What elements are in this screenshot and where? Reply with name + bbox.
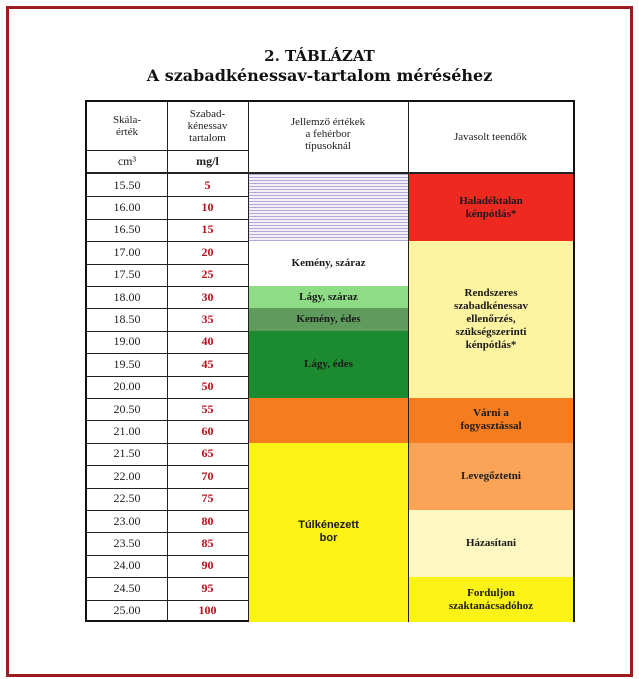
scale-value-cell: 18.50	[113, 312, 141, 327]
wine-type-segment: Kemény, száraz	[249, 241, 408, 286]
scale-value-cell: 23.50	[113, 536, 141, 551]
header-scale-value: Skála- érték	[112, 114, 142, 138]
header-free-so2-unit: mg/l	[196, 154, 219, 168]
wine-type-segment: Túlkénezett bor	[249, 443, 408, 622]
column-divider	[248, 102, 249, 620]
scale-value-cell: 20.50	[113, 401, 141, 416]
free-so2-cell: 80	[201, 513, 214, 528]
free-so2-cell: 95	[201, 580, 214, 595]
free-so2-cell: 15	[201, 222, 214, 237]
wine-type-segment: Kemény, édes	[249, 308, 408, 330]
wine-type-segment: Lágy, édes	[249, 331, 408, 398]
scale-value-cell: 24.00	[113, 558, 141, 573]
free-so2-cell: 85	[201, 536, 214, 551]
free-so2-cell: 30	[201, 289, 214, 304]
free-so2-cell: 45	[201, 356, 214, 371]
free-so2-cell: 60	[201, 424, 214, 439]
scale-value-cell: 21.50	[113, 446, 141, 461]
scale-value-cell: 19.50	[113, 356, 141, 371]
header-free-so2-content: Szabad- kénessav tartalom	[187, 108, 228, 144]
free-so2-cell: 70	[201, 468, 214, 483]
table-title: A szabadkénessav-tartalom méréséhez	[146, 66, 493, 85]
column-divider	[408, 102, 409, 620]
action-segment: Rendszeres szabadkénessav ellenőrzés, szükségszerinti kénpótlás*	[409, 241, 573, 398]
action-segment: Várni a fogyasztással	[409, 398, 573, 443]
scale-value-cell: 22.00	[113, 468, 141, 483]
free-so2-cell: 40	[201, 334, 214, 349]
wine-type-segment: Lágy, száraz	[249, 286, 408, 308]
free-so2-cell: 25	[201, 267, 214, 282]
free-so2-cell: 20	[201, 244, 214, 259]
scale-value-cell: 17.50	[113, 267, 141, 282]
scale-value-cell: 23.00	[113, 513, 141, 528]
free-so2-cell: 55	[201, 401, 214, 416]
scale-value-cell: 22.50	[113, 491, 141, 506]
scale-value-cell: 21.00	[113, 424, 141, 439]
scale-value-cell: 20.00	[113, 379, 141, 394]
free-so2-cell: 35	[201, 312, 214, 327]
wine-type-segment	[249, 398, 408, 443]
wine-type-segment	[249, 174, 408, 241]
action-segment: Forduljon szaktanácsadóhoz	[409, 577, 573, 622]
column-divider	[167, 102, 168, 620]
action-segment: Haladéktalan kénpótlás*	[409, 174, 573, 241]
action-segment: Levegőztetni	[409, 443, 573, 510]
header-recommended-actions: Javasolt teendők	[453, 131, 527, 143]
scale-value-cell: 15.50	[113, 177, 141, 192]
scale-value-cell: 24.50	[113, 580, 141, 595]
scale-value-cell: 16.50	[113, 222, 141, 237]
free-so2-cell: 100	[198, 603, 217, 618]
scale-value-cell: 17.00	[113, 244, 141, 259]
action-segment: Házasítani	[409, 510, 573, 577]
header-wine-type-values: Jellemző értékek a fehérbor típusoknál	[290, 116, 366, 152]
scale-value-cell: 19.00	[113, 334, 141, 349]
scale-value-cell: 18.00	[113, 289, 141, 304]
header-scale-unit: cm³	[117, 154, 137, 168]
free-so2-cell: 50	[201, 379, 214, 394]
sulfur-dioxide-table	[85, 100, 575, 622]
free-so2-cell: 5	[204, 177, 211, 192]
free-so2-cell: 75	[201, 491, 214, 506]
scale-value-cell: 25.00	[113, 603, 141, 618]
free-so2-cell: 90	[201, 558, 214, 573]
table-number-title: 2. TÁBLÁZAT	[264, 47, 375, 65]
free-so2-cell: 10	[201, 200, 214, 215]
scale-value-cell: 16.00	[113, 200, 141, 215]
free-so2-cell: 65	[201, 446, 214, 461]
